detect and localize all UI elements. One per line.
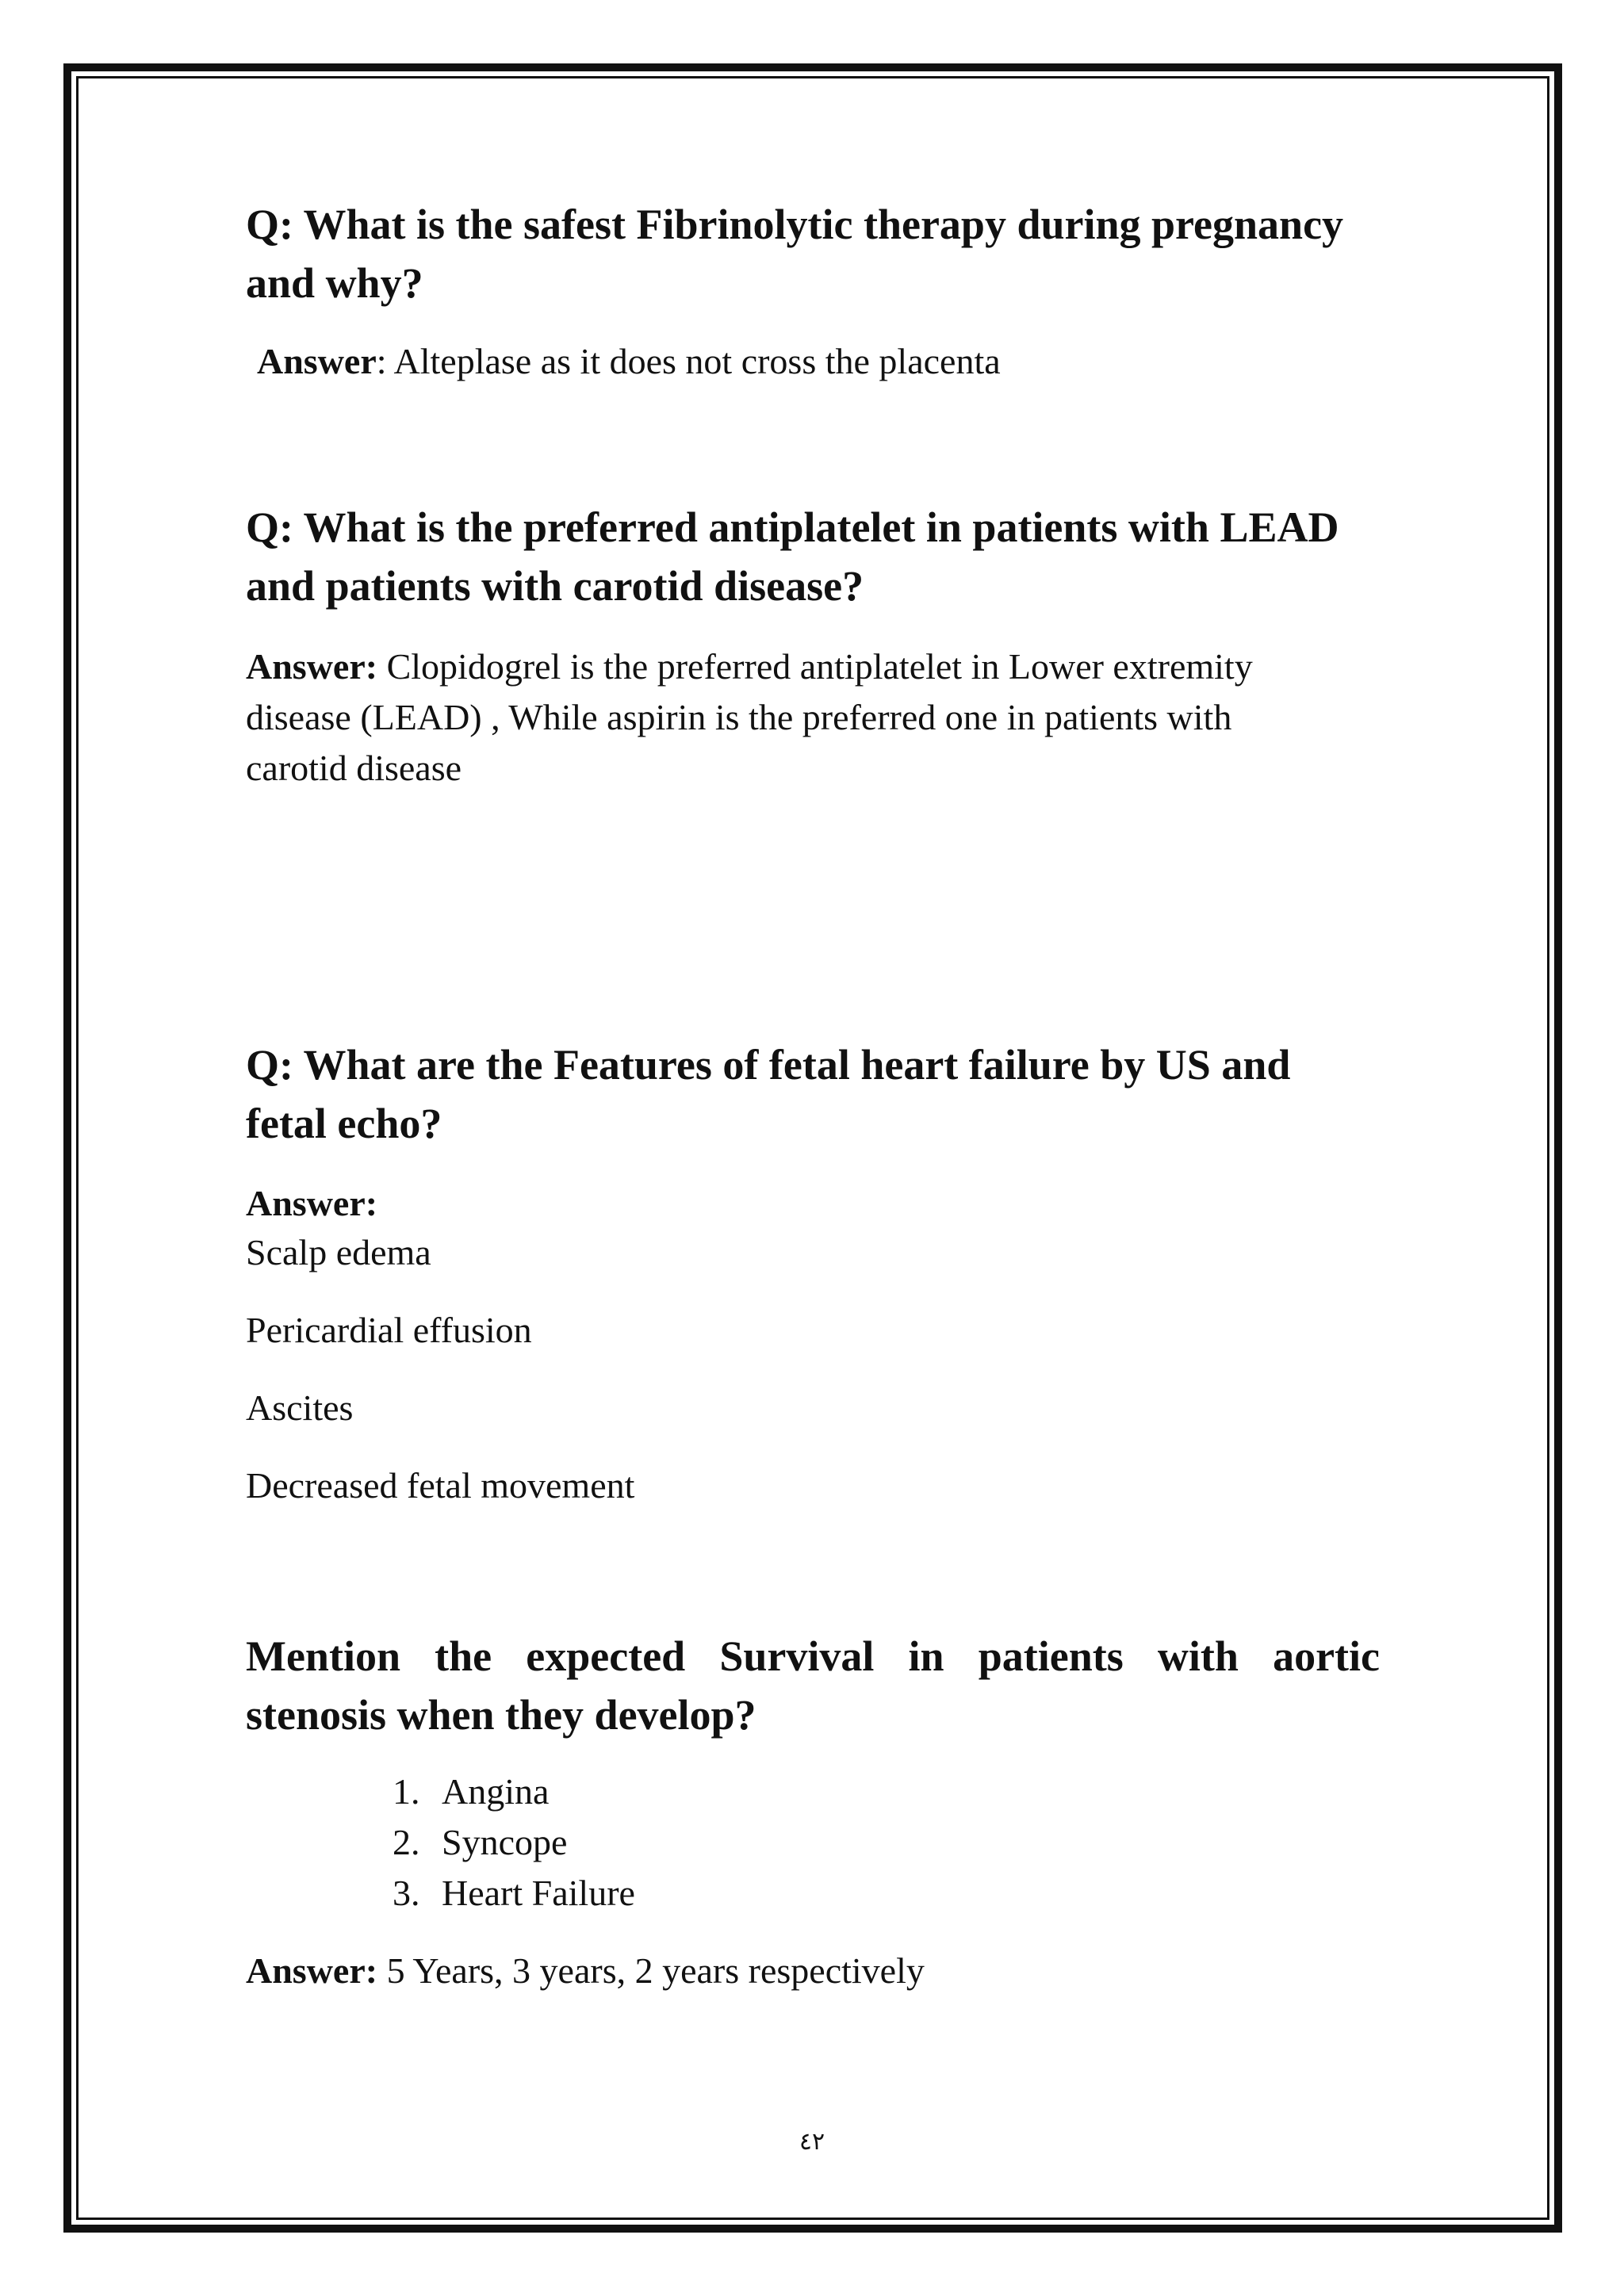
answer-2-text: Clopidogrel is the preferred antiplatelet in Lower extremity disease (LEAD) , While aspirin is the preferred one in patients with carotid disease	[246, 646, 1253, 788]
answer-1-label: Answer	[257, 341, 377, 381]
list-text: Heart Failure	[442, 1873, 635, 1913]
list-text: Syncope	[442, 1822, 568, 1862]
condition-list-item	[393, 1868, 635, 1919]
question-4-line-2: stenosis when they develop?	[246, 1691, 756, 1739]
page-number: ٤٢	[799, 2128, 825, 2156]
feature-item: Scalp edema	[246, 1232, 431, 1272]
answer-3-label: Answer:	[246, 1183, 378, 1223]
condition-list-item	[393, 1766, 635, 1817]
list-number: 2.	[393, 1822, 420, 1862]
feature-item: Decreased fetal movement	[246, 1465, 635, 1506]
condition-list	[393, 1766, 635, 1919]
answer-4-text: 5 Years, 3 years, 2 years respectively	[377, 1950, 925, 1991]
answer-1	[257, 336, 1391, 387]
answer-2	[246, 641, 1300, 794]
list-number: 1.	[393, 1771, 420, 1812]
question-2: Q: What is the preferred antiplatelet in patients with LEAD and patients with carotid disease?	[246, 503, 1339, 610]
question-4-line-1: Mention the expected Survival in patients with aortic	[246, 1632, 1380, 1680]
answer-3-label-line	[246, 1178, 1380, 1229]
feature-item: Ascites	[246, 1387, 354, 1428]
feature-item: Pericardial effusion	[246, 1310, 532, 1350]
question-3: Q: What are the Features of fetal heart failure by US and fetal echo?	[246, 1041, 1291, 1147]
list-number: 3.	[393, 1873, 420, 1913]
condition-list-item	[393, 1817, 635, 1868]
list-text: Angina	[442, 1771, 550, 1812]
answer-4	[246, 1946, 1380, 1996]
answer-1-text: : Alteplase as it does not cross the placenta	[376, 341, 1001, 381]
question-1: Q: What is the safest Fibrinolytic therapy during pregnancy and why?	[246, 201, 1344, 307]
answer-4-label: Answer:	[246, 1950, 378, 1991]
answer-2-label: Answer:	[246, 646, 378, 687]
